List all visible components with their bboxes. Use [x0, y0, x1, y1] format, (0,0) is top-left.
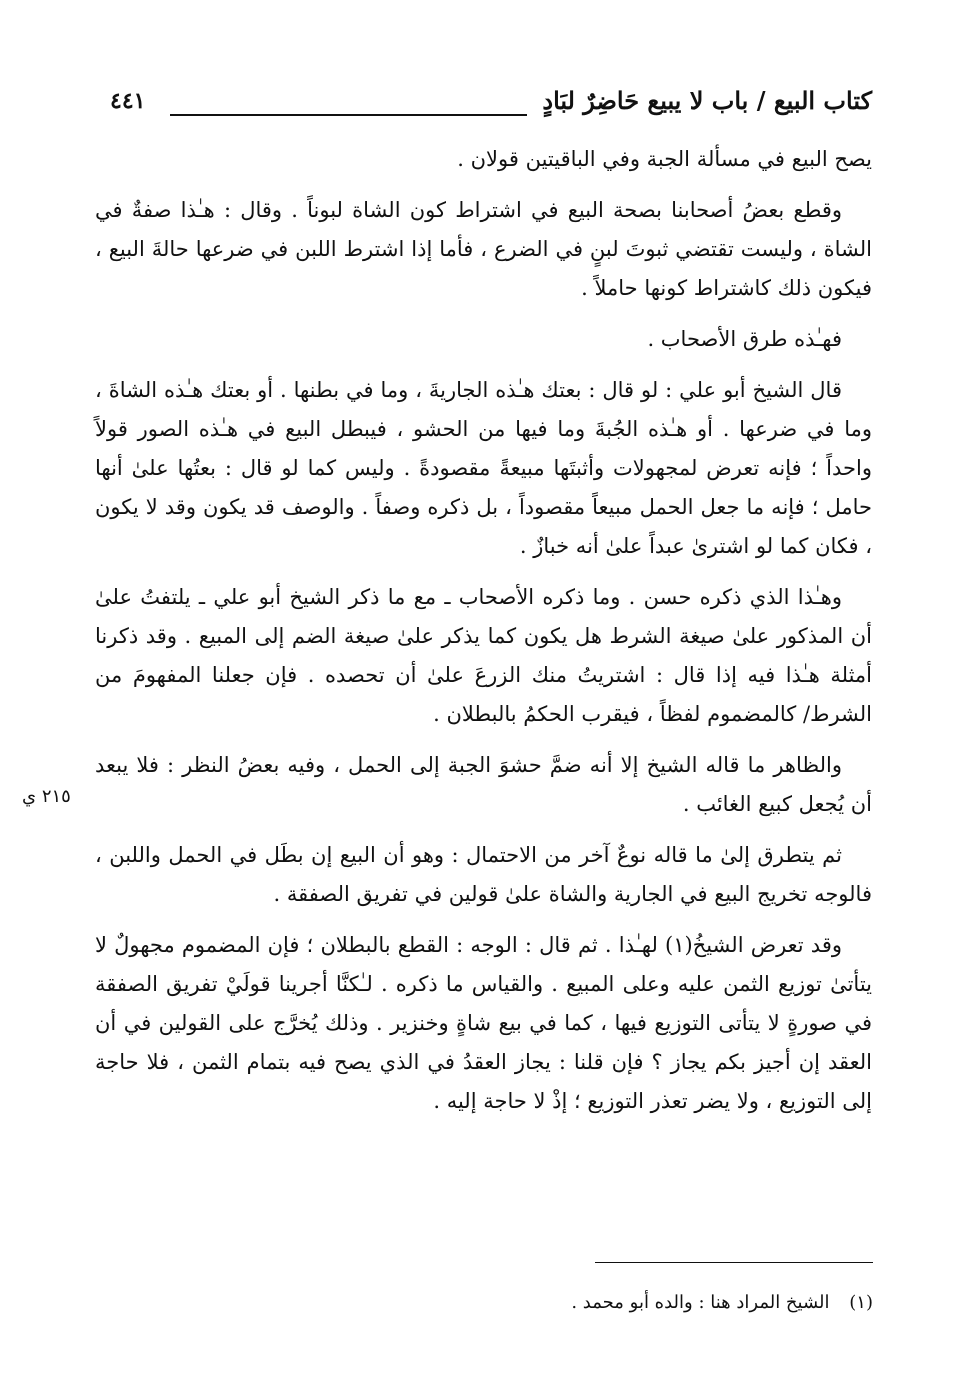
page-number: ٤٤١ — [110, 88, 146, 114]
header-title: كتاب البيع / باب لا يبيع حَاضِرٌ لبَادٍ — [542, 86, 872, 115]
manuscript-margin-note: ٢١٥ ي — [22, 786, 71, 807]
footnote-number: (١) — [849, 1292, 873, 1313]
running-header — [100, 86, 872, 126]
paragraph-1: يصح البيع في مسألة الجبة وفي الباقيتين قولان . — [457, 147, 872, 171]
footnote-rule — [595, 1262, 873, 1263]
footnote — [113, 1292, 873, 1313]
body-text — [95, 140, 872, 1133]
footnote-text: الشيخ المراد هنا : والده أبو محمد . — [571, 1292, 830, 1313]
paragraph-2: وقطع بعضُ أصحابنا بصحة البيع في اشتراط كون الشاة لبوناً . وقال : هـٰذا صفةٌ في الشاة ، وليست تقتضي ثبوتَ لبنٍ في الضرع ، فأما إذا اشترط اللبن في ضرعها حالةَ البيع ، فيكون ذلك كاشتراط كونها حاملاً . — [95, 198, 872, 300]
paragraph-4: قال الشيخ أبو علي : لو قال : بعتك هـٰذه الجاريةَ ، وما في بطنها . أو بعتك هـٰذه الشاةَ ، وما في ضرعها . أو هـٰذه الجُبةَ وما فيها من الحشو ، فيبطل البيع في هـٰذه الصور قولاً واحداً ؛ فإنه تعرض لمجهولات وأثبتَها مبيعةً مقصودةً . وليس كما لو قال : بعتُها علىٰ أنها حامل ؛ فإنه ما جعل الحمل مبيعاً مقصوداً ، بل ذكره وصفاً . والوصف قد يكون وقد لا يكون ، فكان كما لو اشترىٰ عبداً علىٰ أنه خبازٌ . — [95, 378, 872, 558]
paragraph-5: وهـٰذا الذي ذكره حسن . وما ذكره الأصحاب ـ مع ما ذكر الشيخ أبو علي ـ يلتفتُ علىٰ أن المذكور علىٰ صيغة الشرط هل يكون كما يذكر علىٰ صيغة الضم إلى المبيع . وقد ذكرنا أمثلة هـٰذا فيه إذا قال : اشتريتُ منك الزرعَ علىٰ أن تحصده . فإن جعلنا المفهومَ من الشرط/ كالمضموم لفظاً ، فيقرب الحكمُ بالبطلان . — [95, 585, 872, 726]
paragraph-8: وقد تعرض الشيخُ(١) لهـٰذا . ثم قال : الوجه : القطع بالبطلان ؛ فإن المضموم مجهولٌ لا يتأتىٰ توزيع الثمن عليه وعلى المبيع . والقياس ما ذكره . لـٰكنَّا أجرينا قولَيْ تفريق الصفقة في صورةٍ لا يتأتى التوزيع فيها ، كما في بيع شاةٍ وخنزير . وذلك يُخرَّج على القولين في أن العقد إن أجيز بكم يجاز ؟ فإن قلنا : يجاز العقدُ في الذي يصح فيه بتمام الثمن ، فلا حاجة إلى التوزيع ، ولا يضر تعذر التوزيع ؛ إذْ لا حاجة إليه . — [95, 933, 873, 1113]
paragraph-6: والظاهر ما قاله الشيخ إلا أنه ضمَّ حشوَ الجبة إلى الحمل ، وفيه بعضُ النظر : فلا يبعد أن يُجعل كبيع الغائب . — [95, 753, 872, 816]
paragraph-3: فهـٰذه طرق الأصحاب . — [647, 327, 842, 351]
paragraph-7: ثم يتطرق إلىٰ ما قاله نوعٌ آخر من الاحتمال : وهو أن البيع إن بطَل في الحمل واللبن ، فالوجه تخريج البيع في الجارية والشاة علىٰ قولين في تفريق الصفقة . — [95, 843, 872, 906]
header-rule — [170, 114, 527, 116]
